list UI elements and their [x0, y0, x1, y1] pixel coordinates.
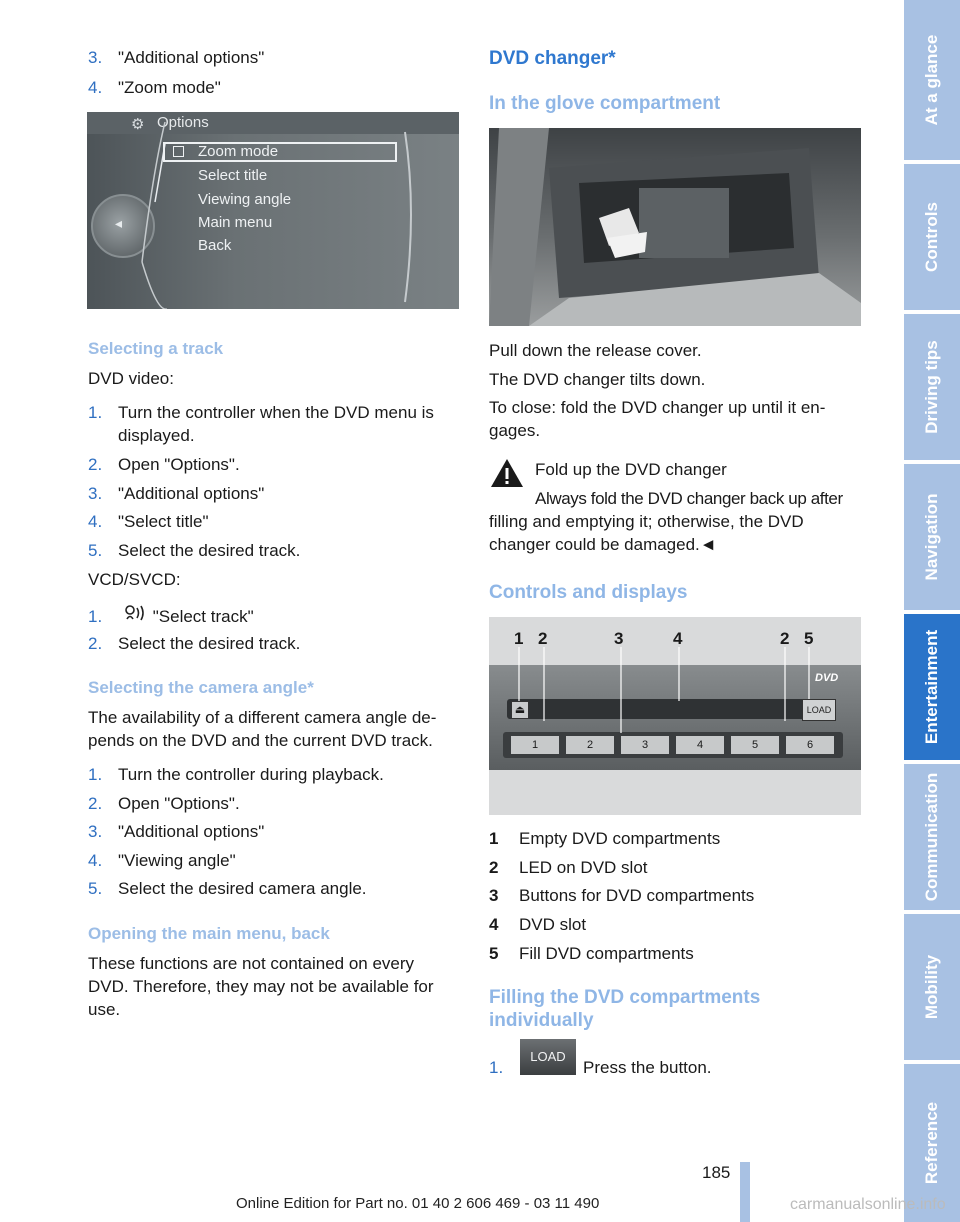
label: VCD/SVCD: [88, 570, 181, 589]
callout-label: 4 [673, 629, 683, 648]
list-item: 3. "Additional options" [88, 48, 265, 67]
voice-command-icon [123, 604, 153, 628]
tab-reference[interactable]: Reference [904, 1064, 960, 1222]
menu-item[interactable]: Select title [198, 167, 268, 184]
legend-item: 1 Empty DVD compartments [489, 829, 721, 848]
compartment-button[interactable]: 1 [511, 736, 559, 754]
section-heading: Selecting a track [88, 339, 224, 358]
paragraph-line: use. [88, 1000, 121, 1019]
section-heading: In the glove compartment [489, 93, 721, 114]
paragraph-line: Pull down the release cover. [489, 341, 702, 360]
watermark: carmanualsonline.info [790, 1196, 946, 1213]
list-item: 1. "Select track" [88, 604, 254, 628]
list-item: 2. Select the desired track. [88, 634, 301, 653]
options-menu-screenshot [87, 112, 459, 309]
menu-title: Options [157, 114, 209, 131]
list-item: 1. Turn the controller when the DVD menu is [88, 403, 434, 422]
list-item: 5. Select the desired camera angle. [88, 879, 367, 898]
menu-item[interactable]: Zoom mode [198, 143, 279, 160]
list-item: 1. Turn the controller during playback. [88, 765, 384, 784]
list-item: 4. "Zoom mode" [88, 78, 221, 97]
step-text: Press the button. [583, 1058, 712, 1077]
callout-label: 2 [538, 629, 548, 648]
warning-text: filling and emptying it; otherwise, the DVD [489, 512, 804, 531]
page-marker [740, 1162, 750, 1222]
warning-icon [489, 455, 525, 496]
list-item: 3. "Additional options" [88, 822, 265, 841]
footer-text: Online Edition for Part no. 01 40 2 606 469 - 03 11 490 [236, 1195, 600, 1212]
compartment-button[interactable]: 4 [676, 736, 724, 754]
page-number: 185 [702, 1163, 731, 1182]
legend-item: 2 LED on DVD slot [489, 858, 648, 877]
tab-entertainment[interactable]: Entertainment [904, 614, 960, 760]
list-item: 2. Open "Options". [88, 455, 240, 474]
eject-icon: ⏏ [511, 701, 529, 719]
dvd-logo: DVD [815, 672, 839, 684]
list-item: 4. "Viewing angle" [88, 851, 236, 870]
callout-label: 2 [780, 629, 790, 648]
paragraph-line: The availability of a different camera angle de- [88, 708, 437, 727]
section-heading: Selecting the camera angle* [88, 678, 314, 697]
callout-label: 5 [804, 629, 814, 648]
tab-communication[interactable]: Communication [904, 764, 960, 910]
compartment-button[interactable]: 5 [731, 736, 779, 754]
tab-mobility[interactable]: Mobility [904, 914, 960, 1060]
compartment-button[interactable]: 6 [786, 736, 834, 754]
legend-item: 3 Buttons for DVD compartments [489, 886, 755, 905]
list-item-cont: displayed. [118, 426, 195, 445]
menu-item[interactable]: Viewing angle [198, 191, 292, 208]
callout-label: 1 [514, 629, 524, 648]
paragraph-line: pends on the DVD and the current DVD track. [88, 731, 433, 750]
dvd-panel-figure [489, 617, 861, 815]
menu-item[interactable]: Main menu [198, 214, 273, 231]
tab-navigation[interactable]: Navigation [904, 464, 960, 610]
warning-title: Fold up the DVD changer [535, 460, 727, 479]
legend-item: 5 Fill DVD compartments [489, 944, 694, 963]
tab-at-a-glance[interactable]: At a glance [904, 0, 960, 160]
section-heading: individually [489, 1010, 594, 1031]
menu-item[interactable]: Back [198, 237, 232, 254]
gear-icon: ⚙ [131, 116, 145, 133]
tab-driving-tips[interactable]: Driving tips [904, 314, 960, 460]
arrow-left-icon: ◂ [115, 215, 123, 231]
paragraph-line: These functions are not contained on every [88, 954, 415, 973]
compartment-button[interactable]: 2 [566, 736, 614, 754]
paragraph-line: The DVD changer tilts down. [489, 370, 706, 389]
callout-label: 3 [614, 629, 624, 648]
list-number: 1. [489, 1058, 504, 1077]
section-heading: Filling the DVD compartments [489, 987, 761, 1008]
load-button[interactable]: LOAD [802, 699, 836, 721]
paragraph-line: To close: fold the DVD changer up until it en- [489, 398, 826, 417]
compartment-button[interactable]: 3 [621, 736, 669, 754]
paragraph-line: DVD. Therefore, they may not be available for [88, 977, 434, 996]
section-heading: Opening the main menu, back [88, 924, 330, 943]
warning-text: changer could be damaged.◄ [489, 535, 717, 554]
glove-compartment-photo [489, 128, 861, 326]
list-item: 2. Open "Options". [88, 794, 240, 813]
load-button-image: LOAD [520, 1039, 576, 1075]
page-title: DVD changer* [489, 48, 616, 69]
list-item: 5. Select the desired track. [88, 541, 301, 560]
legend-item: 4 DVD slot [489, 915, 587, 934]
paragraph-line: gages. [489, 421, 541, 440]
checkbox-icon [173, 146, 184, 157]
section-heading: Controls and displays [489, 582, 688, 603]
list-item: 3. "Additional options" [88, 484, 265, 503]
label: DVD video: [88, 369, 174, 388]
tab-controls[interactable]: Controls [904, 164, 960, 310]
list-item: 4. "Select title" [88, 512, 209, 531]
warning-text: Always fold the DVD changer back up after [535, 489, 843, 508]
